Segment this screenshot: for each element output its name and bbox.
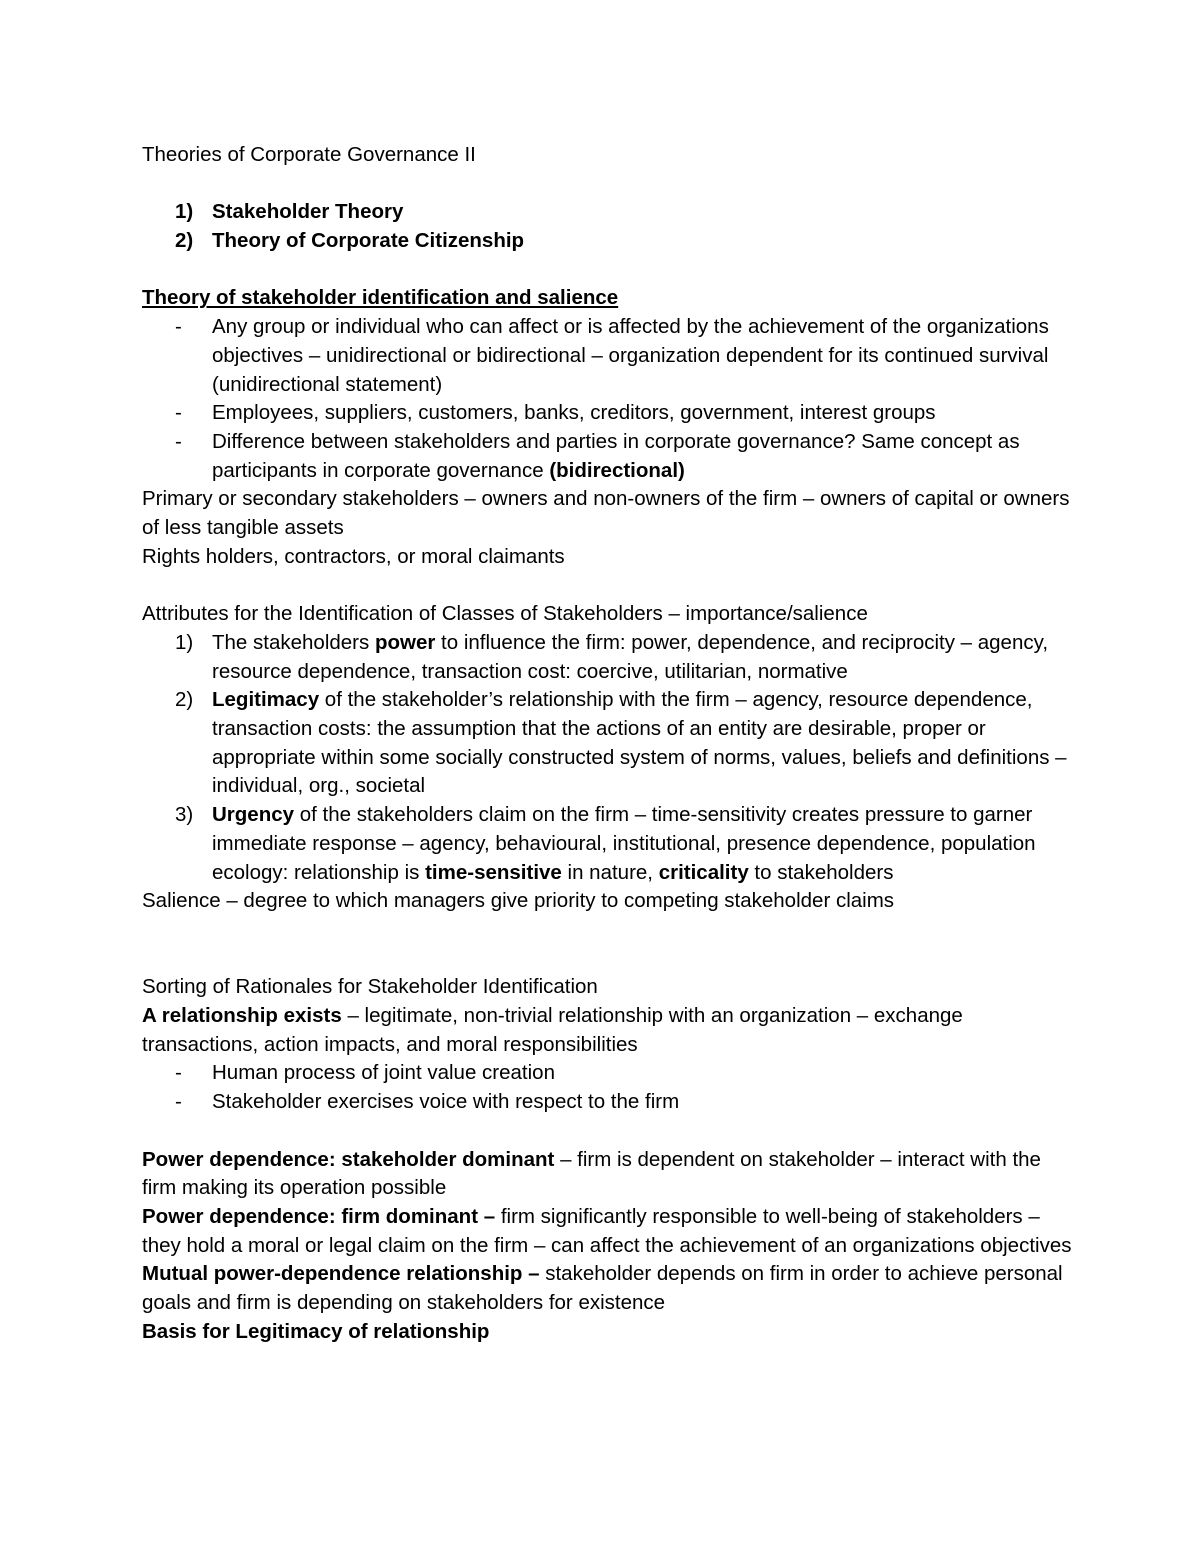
paragraph-firm-dominant [142, 1203, 1072, 1260]
bold-term: Power dependence: stakeholder dominant [142, 1147, 555, 1171]
list-item-text: Any group or individual who can affect or is affected by the achievement of the organizations objectives – unidirectional or bidirectional – organization dependent for its continued survival (unidirectional statement) [212, 315, 1049, 396]
paragraph-basis-legitimacy: Basis for Legitimacy of relationship [142, 1319, 490, 1343]
paragraph-text: – firm is dependent on stakeholder – interact with the firm making its operation possible [142, 1147, 1041, 1200]
bullet-dash: - [175, 430, 182, 453]
list-item-text: to influence the firm: power, dependence, and reciprocity – agency, resource dependence, transaction cost: coercive, utilitarian, normative [212, 630, 1049, 683]
theories-list [142, 198, 1072, 255]
list-number: 1) [175, 200, 194, 224]
list-item [142, 428, 1072, 485]
relationship-bullets [142, 1059, 1072, 1116]
paragraph-text: – legitimate, non-trivial relationship with an organization – exchange transactions, action impacts, and moral responsibilities [142, 1004, 963, 1056]
paragraph-relationship-exists [142, 1002, 1072, 1059]
section-heading-sorting: Sorting of Rationales for Stakeholder Identification [142, 975, 598, 999]
list-item [142, 629, 1072, 686]
list-item-text: to stakeholders [748, 860, 894, 884]
bold-term: power [374, 630, 436, 654]
list-item-text: Stakeholder Theory [212, 200, 404, 224]
list-item [142, 227, 1072, 256]
list-item-text: Human process of joint value creation [212, 1061, 555, 1085]
page-title: Theories of Corporate Governance II [142, 143, 476, 166]
bold-term: Power dependence: firm dominant – [142, 1204, 496, 1228]
attributes-list [142, 629, 1072, 887]
list-item-text: Stakeholder exercises voice with respect to the firm [212, 1090, 680, 1114]
list-item-text: Theory of Corporate Citizenship [212, 229, 525, 253]
paragraph-text: firm significantly responsible to well-being of stakeholders – they hold a moral or legal claim on the firm – can affect the achievement of an organizations objectives [142, 1204, 1072, 1257]
paragraph-rights-holders: Rights holders, contractors, or moral claimants [142, 544, 565, 568]
definition-bullets [142, 313, 1072, 485]
list-item [142, 686, 1072, 801]
list-number: 1) [175, 630, 194, 654]
bold-term: Legitimacy [212, 688, 320, 712]
section-heading-salience: Theory of stakeholder identification and salience [142, 286, 619, 310]
list-item [142, 399, 1072, 428]
list-item-text: of the stakeholder’s relationship with the firm – agency, resource dependence, transaction costs: the assumption that the actions of an entity are desirable, proper or appropriate within some socially constructed system of norms, values, beliefs and definitions – individual, org., societal [212, 688, 1067, 798]
bold-term: time-sensitive [425, 860, 562, 884]
bullet-dash: - [175, 1061, 182, 1085]
list-number: 3) [175, 803, 194, 827]
list-number: 2) [175, 229, 194, 253]
bold-term: Urgency [212, 803, 295, 827]
list-item-text: of the stakeholders claim on the firm – time-sensitivity creates pressure to garner immediate response – agency, behavioural, institutional, presence dependence, population ecology: relationship is [212, 803, 1036, 884]
bold-term: criticality [658, 860, 749, 884]
bold-term: (bidirectional) [549, 458, 685, 482]
document-body [142, 141, 1072, 1346]
list-item [142, 1059, 1072, 1088]
list-item-text: Employees, suppliers, customers, banks, creditors, government, interest groups [212, 401, 936, 425]
list-item-text: Difference between stakeholders and parties in corporate governance? Same concept as participants in corporate governance [212, 430, 1020, 482]
list-item [142, 313, 1072, 399]
paragraph-mutual-dependence [142, 1260, 1072, 1317]
paragraph-text: stakeholder depends on firm in order to achieve personal goals and firm is depending on stakeholders for existence [142, 1262, 1063, 1315]
bullet-dash: - [175, 401, 182, 425]
list-item-text: The stakeholders [212, 630, 375, 654]
list-item [142, 801, 1072, 887]
section-heading-attributes: Attributes for the Identification of Classes of Stakeholders – importance/salience [142, 602, 868, 626]
bold-term: A relationship exists [142, 1004, 342, 1028]
bullet-dash: - [175, 1090, 182, 1114]
bullet-dash: - [175, 315, 182, 339]
paragraph-stakeholder-dominant [142, 1146, 1072, 1203]
list-item [142, 198, 1072, 227]
list-item-text: in nature, [561, 860, 659, 884]
list-number: 2) [175, 688, 194, 712]
paragraph-primary-secondary: Primary or secondary stakeholders – owners and non-owners of the firm – owners of capital or owners of less tangible assets [142, 487, 1070, 540]
bold-term: Mutual power-dependence relationship – [142, 1262, 540, 1286]
paragraph-salience: Salience – degree to which managers give priority to competing stakeholder claims [142, 889, 895, 913]
list-item [142, 1088, 1072, 1117]
